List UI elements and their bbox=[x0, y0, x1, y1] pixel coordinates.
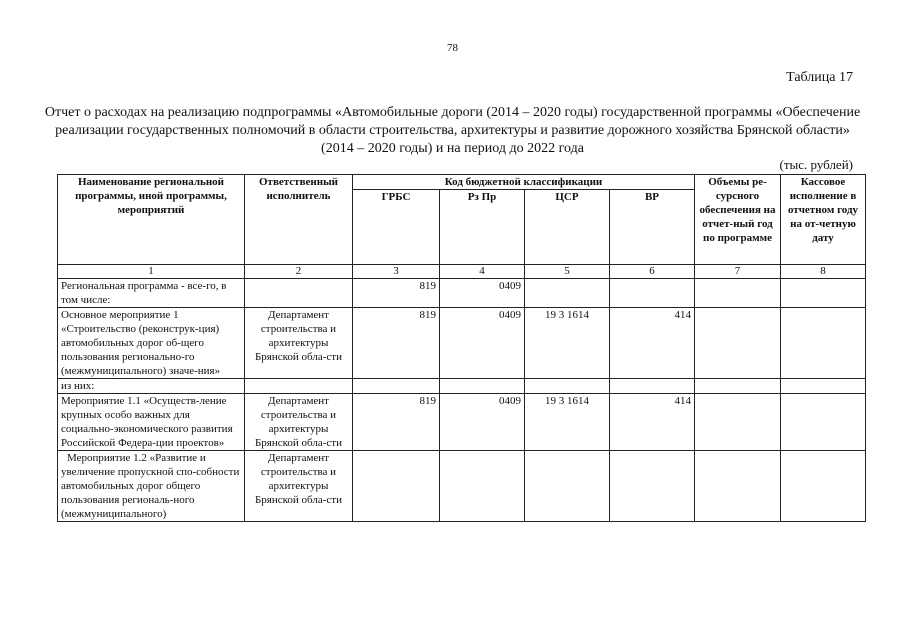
cell-rzpr bbox=[440, 379, 525, 394]
table-row bbox=[58, 279, 866, 308]
cell-name: из них: bbox=[58, 379, 245, 394]
cell-cash bbox=[781, 308, 866, 379]
column-number: 1 bbox=[58, 265, 245, 279]
col-header-cash: Кассовое исполнение в отчетном году на от-четную дату bbox=[781, 175, 866, 265]
cell-vr bbox=[610, 379, 695, 394]
cell-resources bbox=[695, 379, 781, 394]
cell-csr bbox=[525, 379, 610, 394]
table-row bbox=[58, 308, 866, 379]
cell-executor: Департамент строительства и архитектуры Брянской обла-сти bbox=[245, 451, 353, 522]
col-header-rzpr: Рз Пр bbox=[440, 190, 525, 265]
column-number-row bbox=[58, 265, 866, 279]
table-row bbox=[58, 394, 866, 451]
col-header-grbs: ГРБС bbox=[353, 190, 440, 265]
cell-vr: 414 bbox=[610, 308, 695, 379]
table-row bbox=[58, 451, 866, 522]
page-number: 78 bbox=[447, 42, 458, 54]
header-row bbox=[58, 175, 866, 190]
cell-csr: 19 3 1614 bbox=[525, 308, 610, 379]
column-number: 4 bbox=[440, 265, 525, 279]
col-header-vr: ВР bbox=[610, 190, 695, 265]
units-label: (тыс. рублей) bbox=[779, 157, 853, 172]
report-title: Отчет о расходах на реализацию подпрограммы «Автомобильные дороги (2014 – 2020 годы) государственной программы «Обеспечение реализации государственных полномочий в области строительства, архитектуры и развитие дорожного хозяйства Брянской области» (2014 – 2020 годы) и на период до 2022 года bbox=[44, 105, 861, 156]
cell-resources bbox=[695, 394, 781, 451]
cell-cash bbox=[781, 451, 866, 522]
cell-csr: 19 3 1614 bbox=[525, 394, 610, 451]
table-label: Таблица 17 bbox=[786, 70, 853, 85]
table-row bbox=[58, 379, 866, 394]
column-number: 8 bbox=[781, 265, 866, 279]
cell-vr: 414 bbox=[610, 394, 695, 451]
cell-rzpr bbox=[440, 451, 525, 522]
cell-csr bbox=[525, 279, 610, 308]
cell-csr bbox=[525, 451, 610, 522]
col-header-name: Наименование региональной программы, иной программы, мероприятий bbox=[58, 175, 245, 265]
cell-grbs: 819 bbox=[353, 308, 440, 379]
col-header-executor: Ответственный исполнитель bbox=[245, 175, 353, 265]
column-number: 7 bbox=[695, 265, 781, 279]
cell-resources bbox=[695, 308, 781, 379]
cell-name: Региональная программа - все-го, в том числе: bbox=[58, 279, 245, 308]
cell-executor: Департамент строительства и архитектуры Брянской обла-сти bbox=[245, 308, 353, 379]
cell-resources bbox=[695, 279, 781, 308]
cell-name: Мероприятие 1.2 «Развитие и увеличение пропускной спо-собности автомобильных дорог общего пользования региональ-ного (межмуниципального) bbox=[58, 451, 245, 522]
cell-vr bbox=[610, 279, 695, 308]
cell-executor: Департамент строительства и архитектуры Брянской обла-сти bbox=[245, 394, 353, 451]
col-header-resources: Объемы ре-сурсного обеспечения на отчет-ный год по программе bbox=[695, 175, 781, 265]
cell-name: Основное мероприятие 1 «Строительство (реконструк-ция) автомобильных дорог об-щего пользования регионально-го (межмуниципального) значе-ния» bbox=[58, 308, 245, 379]
cell-grbs: 819 bbox=[353, 394, 440, 451]
cell-cash bbox=[781, 394, 866, 451]
cell-grbs bbox=[353, 379, 440, 394]
cell-grbs bbox=[353, 451, 440, 522]
column-number: 3 bbox=[353, 265, 440, 279]
col-header-csr: ЦСР bbox=[525, 190, 610, 265]
cell-cash bbox=[781, 379, 866, 394]
cell-name: Мероприятие 1.1 «Осуществ-ление крупных особо важных для социально-экономического развития Российской Федера-ции проектов» bbox=[58, 394, 245, 451]
cell-rzpr: 0409 bbox=[440, 308, 525, 379]
cell-rzpr: 0409 bbox=[440, 279, 525, 308]
column-number: 5 bbox=[525, 265, 610, 279]
col-header-budget-code: Код бюджетной классификации bbox=[353, 175, 695, 190]
cell-grbs: 819 bbox=[353, 279, 440, 308]
cell-cash bbox=[781, 279, 866, 308]
report-table bbox=[57, 174, 866, 522]
column-number: 2 bbox=[245, 265, 353, 279]
cell-executor bbox=[245, 379, 353, 394]
cell-vr bbox=[610, 451, 695, 522]
column-number: 6 bbox=[610, 265, 695, 279]
cell-resources bbox=[695, 451, 781, 522]
cell-executor bbox=[245, 279, 353, 308]
cell-rzpr: 0409 bbox=[440, 394, 525, 451]
